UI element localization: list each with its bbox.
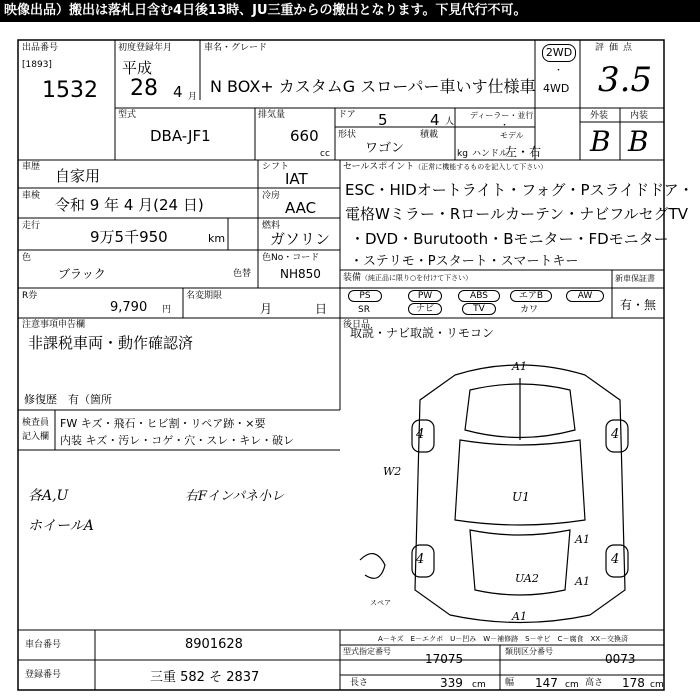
registration-value: 三重 582 そ 2837 <box>150 670 260 685</box>
checker-label-1: 検査員 <box>22 418 50 428</box>
checker-row-1: FW キズ・飛石・ヒビ割・リペア跡・×要 <box>60 417 266 430</box>
first-reg-month: 4 <box>173 83 183 101</box>
checker-label-2: 記入欄 <box>22 432 50 442</box>
damage-a1-bottom: A1 <box>512 610 527 623</box>
drive-2wd: 2WD <box>542 44 576 62</box>
category-no-value: 0073 <box>605 652 636 666</box>
color-code-value: NH850 <box>280 267 321 281</box>
wheel-fr: 4 <box>611 427 620 442</box>
equip-sr: SR <box>358 305 370 315</box>
selling-line-3: ・DVD・Burutooth・Bモニター・FDモニター <box>350 230 669 248</box>
renewal-day: 日 <box>315 302 328 316</box>
color-change-label: 色替 <box>233 269 252 279</box>
first-reg-year: 28 <box>130 76 158 101</box>
model-name: N BOX+ カスタムG スローパー車いす仕様車 <box>210 77 536 96</box>
color-code-label: 色No・コード <box>262 253 320 263</box>
shift-value: IAT <box>285 170 308 188</box>
type-code-value: DBA-JF1 <box>150 127 211 145</box>
type-code-label: 型式 <box>118 110 137 120</box>
load-label: 積載 <box>420 130 439 140</box>
interior-value: B <box>628 125 649 158</box>
lot-label: 出品番号 <box>22 43 59 53</box>
chassis-value: 8901628 <box>185 637 243 652</box>
class-no-value: 17075 <box>425 652 464 666</box>
fuel-label: 燃料 <box>262 221 281 231</box>
first-reg-label: 初度登録年月 <box>118 43 173 53</box>
first-reg-month-unit: 月 <box>188 92 198 102</box>
length-unit: cm <box>472 680 486 690</box>
header-notice: 映像出品）搬出は落札日含む4日後13時、JU三重からの搬出となります。下見代行不可。 <box>0 0 700 22</box>
selling-line-2: 電格Wミラー・Rロールカーテン・ナビフルセグTV <box>345 205 689 223</box>
wheel-rr: 4 <box>611 552 620 567</box>
mileage-value: 9万5千950 <box>90 228 168 246</box>
after-parts-label: 後日品 <box>343 320 371 330</box>
dealer-label: ディーラー・並行 <box>470 111 534 120</box>
lot-sub: [1893] <box>22 60 52 70</box>
notes-value: 非課税車両・動作確認済 <box>28 334 194 352</box>
mileage-label: 走行 <box>22 221 41 231</box>
aircon-value: AAC <box>285 199 317 217</box>
model-sub-label: モデル <box>500 131 524 140</box>
drive-4wd: 4WD <box>543 82 570 95</box>
handwritten-note-2: ホイールA <box>28 518 94 534</box>
equipment-label: 装備（純正品に限り○を付けて下さい） <box>343 273 473 283</box>
displacement-unit: cc <box>320 149 330 159</box>
damage-a1-top: A1 <box>512 360 527 373</box>
selling-line-4: ・ステリモ・Pスタート・スマートキー <box>350 254 579 269</box>
inspection-value: 令和 9 年 4 月(24 日) <box>55 196 204 214</box>
inspection-label: 車検 <box>22 191 41 201</box>
equip-aw: AW <box>566 290 604 302</box>
equip-pw: PW <box>408 290 442 302</box>
load-unit: kg <box>457 149 468 159</box>
length-value: 339 <box>440 676 463 690</box>
after-parts-value: 取説・ナビ取説・リモコン <box>350 326 495 340</box>
damage-ua2: UA2 <box>515 572 539 585</box>
chassis-label: 車台番号 <box>25 640 62 650</box>
height-unit: cm <box>650 680 664 690</box>
class-no-label: 型式指定番号 <box>343 647 391 656</box>
handle-label: ハンドル <box>472 149 509 159</box>
selling-label: セールスポイント（正常に機能するものを記入して下さい） <box>343 162 548 172</box>
handle-value: 左・右 <box>505 145 542 159</box>
checker-row-2: 内装 キズ・汚レ・コゲ・穴・スレ・キレ・破レ <box>60 434 295 447</box>
first-reg-era: 平成 <box>122 59 153 77</box>
width-unit: cm <box>565 680 579 690</box>
width-value: 147 <box>535 676 558 690</box>
wheel-rl: 4 <box>416 552 425 567</box>
width-label: 幅 <box>505 678 515 688</box>
interior-label: 内装 <box>630 111 649 121</box>
length-label: 長さ <box>350 678 369 688</box>
repair-value: 修復歴 有（箇所 <box>24 393 112 406</box>
equip-abs: ABS <box>458 290 500 302</box>
equip-leather: カワ <box>520 305 539 315</box>
doors-value: 5 <box>378 111 388 129</box>
recycle-unit: 円 <box>162 305 172 315</box>
height-label: 高さ <box>585 678 604 688</box>
usage-label: 車歴 <box>22 162 41 172</box>
selling-line-1: ESC・HIDオートライト・フォグ・Pスライドドア・ <box>345 181 694 199</box>
color-label: 色 <box>22 253 32 263</box>
dealer-dot: ・ <box>500 121 510 131</box>
equip-navi: ナビ <box>408 303 442 315</box>
recycle-value: 9,790 <box>110 300 148 315</box>
equip-airbag: エアB <box>510 290 552 302</box>
handwritten-note-1: 各A,U <box>28 488 69 504</box>
equip-tv: TV <box>462 303 496 315</box>
capacity-value: 4 <box>430 111 440 129</box>
model-label: 車名・グレード <box>204 43 268 53</box>
exterior-label: 外装 <box>590 111 609 121</box>
usage-value: 自家用 <box>55 167 101 185</box>
damage-w2: W2 <box>383 465 402 478</box>
spare-label: スペア <box>370 599 391 607</box>
grade-value: 3.5 <box>598 60 653 100</box>
damage-legend: A－キズ E－エクボ U－凹み W－補修跡 S－サビ C－腐食 XX－交換済 <box>378 635 629 643</box>
recycle-label: R券 <box>22 291 38 301</box>
equip-ps: PS <box>348 290 382 302</box>
lot-number: 1532 <box>42 78 98 103</box>
damage-u1: U1 <box>512 490 530 504</box>
handwritten-note-3: 右Fインパネ小レ <box>185 489 285 504</box>
displacement-label: 排気量 <box>258 110 286 120</box>
grade-label: 評価点 <box>595 43 638 53</box>
capacity-unit: 人 <box>445 117 455 127</box>
damage-a1-side: A1 <box>575 533 590 546</box>
color-value: ブラック <box>58 267 106 281</box>
doors-label: ドア <box>338 110 356 120</box>
shift-label: シフト <box>262 162 290 172</box>
new-warranty-label: 新車保証書 <box>615 274 655 283</box>
height-value: 178 <box>622 676 645 690</box>
mileage-unit: km <box>208 232 226 245</box>
fuel-value: ガソリン <box>270 230 331 248</box>
notes-label: 注意事項申告欄 <box>22 320 86 330</box>
drive-dot: ・ <box>554 66 564 76</box>
exterior-value: B <box>590 125 611 158</box>
renewal-month: 月 <box>260 302 273 316</box>
new-warranty-value: 有・無 <box>620 298 657 312</box>
category-no-label: 類別区分番号 <box>505 647 553 656</box>
aircon-label: 冷房 <box>262 191 281 201</box>
shape-label: 形状 <box>338 130 357 140</box>
registration-label: 登録番号 <box>25 670 62 680</box>
shape-value: ワゴン <box>365 141 405 156</box>
displacement-value: 660 <box>290 127 319 145</box>
renewal-label: 名変期限 <box>186 291 223 301</box>
wheel-fl: 4 <box>416 427 425 442</box>
damage-a1-left: A1 <box>575 575 590 588</box>
